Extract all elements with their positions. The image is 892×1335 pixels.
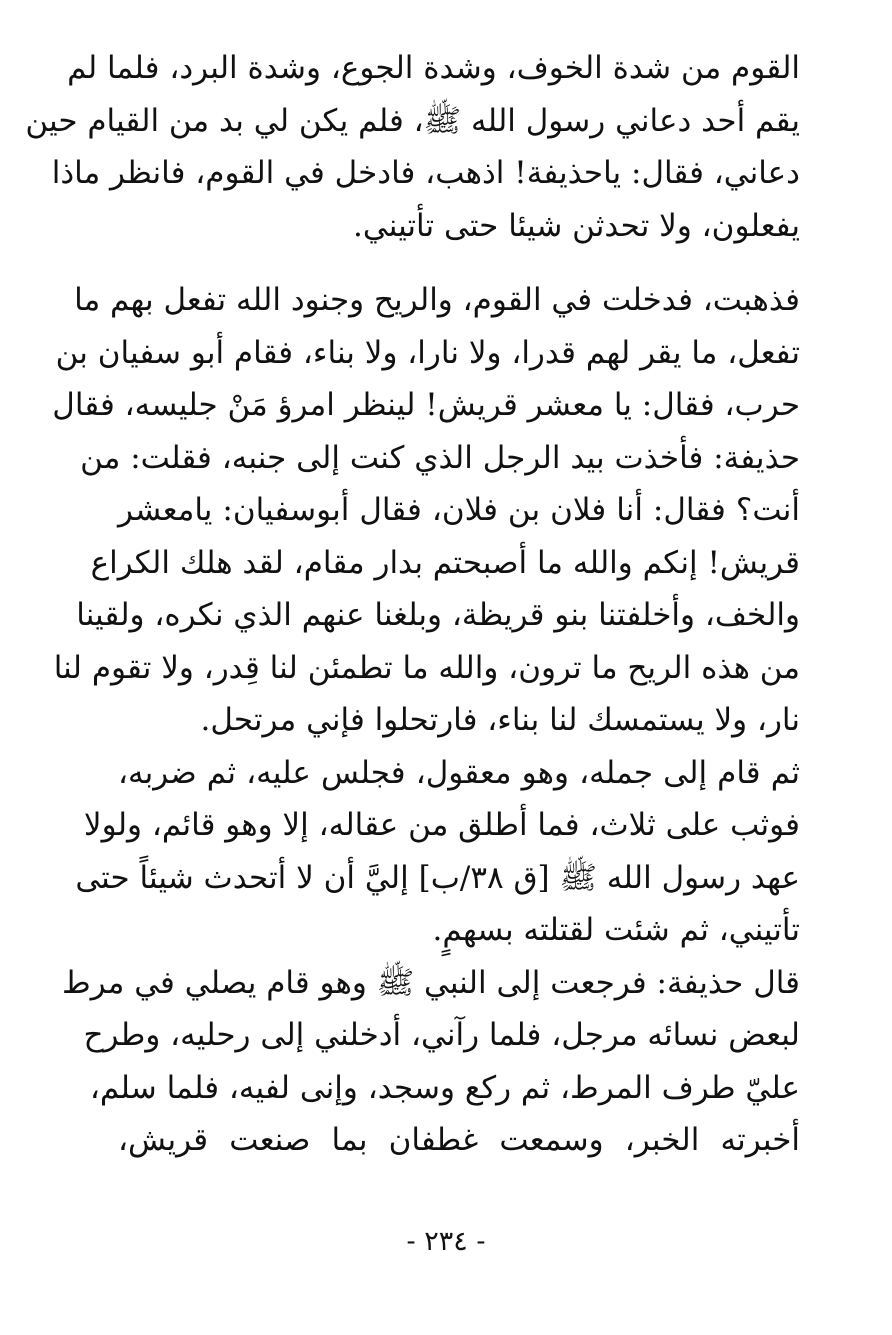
text-line: فذهبت، فدخلت في القوم، والريح وجنود الله تفعل بهم ما	[74, 282, 800, 318]
body-text	[25, 42, 800, 1167]
paragraph-3	[75, 747, 800, 957]
text-line: عهد رسول الله ﷺ [ق ٣٨/ب] إليَّ أن لا أتحدث شيئاً حتى	[75, 859, 800, 896]
text-line: تأتيني، ثم شئت لقتلته بسهمٍ.	[432, 912, 800, 948]
text-line: أنت؟ فقال: أنا فلان بن فلان، فقال أبوسفيان: يامعشر	[118, 492, 800, 528]
text-line: حذيفة: فأخذت بيد الرجل الذي كنت إلى جنبه، فقلت: من	[80, 439, 800, 476]
text-line: ثم قام إلى جمله، وهو معقول، فجلس عليه، ثم ضربه،	[118, 754, 800, 791]
page-number: - ٢٣٤ -	[406, 1226, 486, 1257]
text-line: يفعلون، ولا تحدثن شيئا حتى تأتيني.	[353, 207, 800, 244]
text-line: لبعض نسائه مرجل، فلما رآني، أدخلني إلى رحليه، وطرح	[83, 1017, 800, 1053]
text-line: والخف، وأخلفتنا بنو قريظة، وبلغنا عنهم الذي نكره، ولقينا	[76, 597, 800, 633]
text-line: قريش! إنكم والله ما أصبحتم بدار مقام، لقد هلك الكراع	[90, 544, 800, 581]
text-line: يقم أحد دعاني رسول الله ﷺ، فلم يكن لي بد من القيام حين	[25, 102, 800, 139]
text-line: من هذه الريح ما ترون، والله ما تطمئن لنا قِدر، ولا تقوم لنا	[53, 649, 800, 686]
text-line: أخبرته الخبر، وسمعت غطفان بما صنعت قريش،	[118, 1122, 800, 1158]
paragraph-2	[52, 274, 800, 747]
text-line: القوم من شدة الخوف، وشدة الجوع، وشدة البرد، فلما لم	[67, 50, 800, 86]
text-line: تفعل، ما يقر لهم قدرا، ولا نارا، ولا بناء، فقام أبو سفيان بن	[55, 334, 800, 371]
text-line: قال حذيفة: فرجعت إلى النبي ﷺ وهو قام يصلي في مرط	[61, 964, 800, 1001]
paragraph-1	[25, 42, 800, 252]
text-line: فوثب على ثلاث، فما أطلق من عقاله، إلا وهو قائم، ولولا	[83, 807, 800, 843]
text-line: دعاني، فقال: ياحذيفة! اذهب، فادخل في القوم، فانظر ماذا	[51, 155, 800, 191]
paragraph-4	[61, 957, 800, 1167]
text-line: عليّ طرف المرط، ثم ركع وسجد، وإنى لفيه، فلما سلم،	[89, 1069, 800, 1106]
paragraph-gap	[118, 252, 800, 274]
text-line: نار، ولا يستمسك لنا بناء، فارتحلوا فإني مرتحل.	[200, 702, 800, 738]
text-line: حرب، فقال: يا معشر قريش! لينظر امرؤ مَنْ جليسه، فقال	[52, 387, 800, 423]
